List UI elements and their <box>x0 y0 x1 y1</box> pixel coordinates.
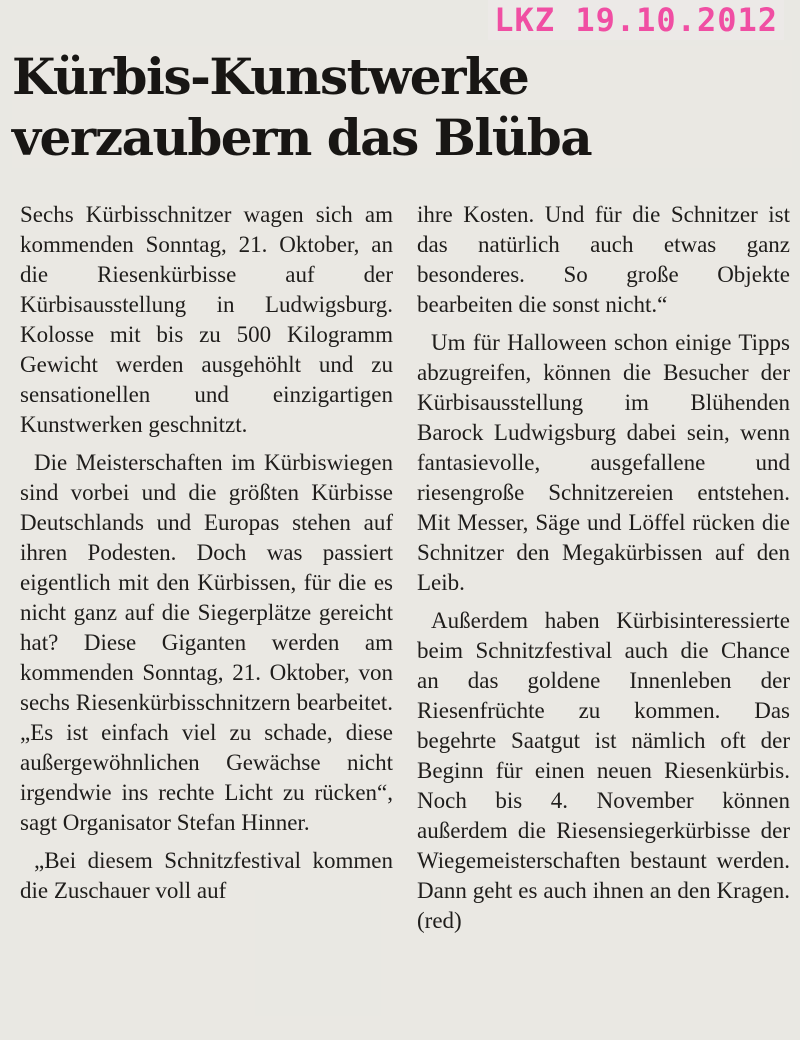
paragraph: „Bei diesem Schnitzfestival kommen die Zuschauer voll auf <box>20 848 393 903</box>
date-stamp: LKZ 19.10.2012 <box>488 0 784 40</box>
article-column-right <box>417 200 790 1030</box>
headline: Kürbis-Kunstwerke verzaubern das Blüba <box>12 46 792 168</box>
paragraph: ihre Kosten. Und für die Schnitzer ist das natürlich auch etwas ganz besonderes. So große Objekte bearbeiten die sonst nicht.“ <box>417 202 790 317</box>
paragraph: Sechs Kürbisschnitzer wagen sich am kommenden Sonntag, 21. Oktober, an die Riesenkürbisse auf der Kürbisausstellung in Ludwigsburg. Kolosse mit bis zu 500 Kilogramm Gewicht werden ausgehöhlt und zu sensationellen und einzigartigen Kunstwerken geschnitzt. <box>20 202 393 437</box>
paragraph: Außerdem haben Kürbisinteressierte beim Schnitzfestival auch die Chance an das goldene Innenleben der Riesenfrüchte zu kommen. Das begehrte Saatgut ist nämlich oft der Beginn für einen neuen Riesenkürbis. Noch bis 4. November können außerdem die Riesensiegerkürbisse der Wiegemeisterschaften bestaunt werden. Dann geht es auch ihnen an den Kragen. (red) <box>417 608 790 933</box>
paragraph: Um für Halloween schon einige Tipps abzugreifen, können die Besucher der Kürbisausstellung im Blühenden Barock Ludwigsburg dabei sein, wenn fantasievolle, ausgefallene und riesengroße Schnitzereien entstehen. Mit Messer, Säge und Löffel rücken die Schnitzer den Megakürbissen auf den Leib. <box>417 330 790 595</box>
paragraph: Die Meisterschaften im Kürbiswiegen sind vorbei und die größten Kürbisse Deutschlands und Europas stehen auf ihren Podesten. Doch was passiert eigentlich mit den Kürbissen, für die es nicht ganz auf die Siegerplätze gereicht hat? Diese Giganten werden am kommenden Sonntag, 21. Oktober, von sechs Riesenkürbisschnitzern bearbeitet. „Es ist einfach viel zu schade, diese außergewöhnlichen Gewächse nicht irgendwie ins rechte Licht zu rücken“, sagt Organisator Stefan Hinner. <box>20 450 393 835</box>
neighbor-article-bleed-left <box>0 40 20 1040</box>
article-body <box>20 200 790 1030</box>
article-column-left <box>20 200 393 1030</box>
